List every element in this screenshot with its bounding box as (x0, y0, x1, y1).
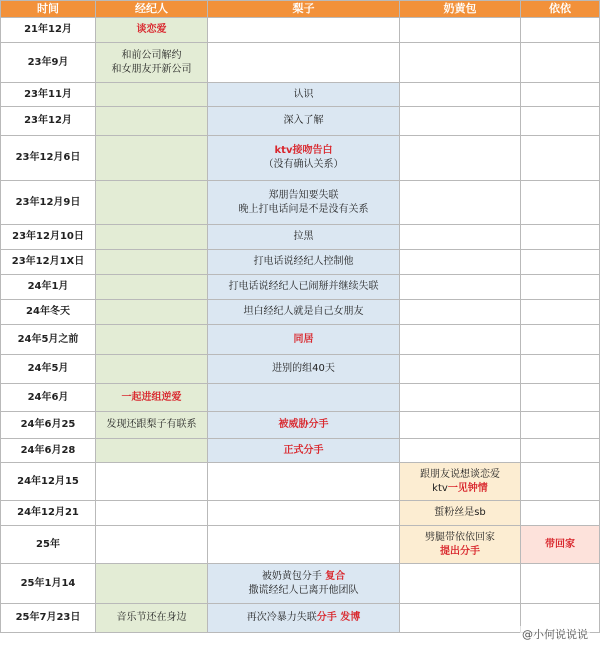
lizi-cell (208, 18, 400, 43)
table-row (1, 355, 600, 384)
naihuang-cell (400, 412, 521, 439)
agent-cell (96, 384, 208, 412)
table-row (1, 225, 600, 250)
yiyi-cell (521, 501, 600, 526)
naihuang-text: 提出分手 (440, 545, 480, 557)
yiyi-text: 带回家 (545, 538, 575, 550)
yiyi-cell (521, 275, 600, 300)
header-naihuang: 奶黄包 (400, 1, 521, 18)
date-cell: 23年12月10日 (1, 225, 96, 250)
header-lizi: 梨子 (208, 1, 400, 18)
lizi-cell (208, 181, 400, 225)
agent-text: 谈恋爱 (136, 24, 167, 35)
table-row (1, 136, 600, 181)
table-row (1, 439, 600, 463)
lizi-text: 撒谎经纪人已离开他团队 (248, 584, 359, 596)
naihuang-cell (400, 18, 521, 43)
naihuang-cell (400, 300, 521, 325)
watermark: @小何说说说 (522, 628, 588, 641)
lizi-cell: 进别的组40天 (208, 355, 400, 384)
date-cell: 24年5月 (1, 355, 96, 384)
naihuang-cell: 蜇粉丝是sb (400, 501, 521, 526)
naihuang-text: ktv (432, 482, 448, 494)
date-cell: 25年1月14 (1, 564, 96, 604)
agent-cell (96, 501, 208, 526)
naihuang-cell (400, 250, 521, 275)
table-row (1, 325, 600, 355)
agent-cell (96, 526, 208, 564)
date-cell: 23年12月 (1, 107, 96, 136)
table-row (1, 412, 600, 439)
naihuang-cell (400, 439, 521, 463)
lizi-cell: 打电话说经纪人已闹掰并继续失联 (208, 275, 400, 300)
date-cell: 25年7月23日 (1, 604, 96, 633)
lizi-cell: 坦白经纪人就是自己女朋友 (208, 300, 400, 325)
yiyi-cell (521, 107, 600, 136)
lizi-cell: 认识 (208, 83, 400, 107)
agent-cell (96, 275, 208, 300)
yiyi-cell (521, 18, 600, 43)
naihuang-cell (400, 355, 521, 384)
yiyi-cell (521, 136, 600, 181)
lizi-cell (208, 412, 400, 439)
lizi-cell (208, 526, 400, 564)
date-cell: 21年12月 (1, 18, 96, 43)
lizi-text: 被奶黄包分手 (261, 570, 326, 582)
yiyi-cell (521, 83, 600, 107)
naihuang-cell (400, 275, 521, 300)
naihuang-cell (400, 43, 521, 83)
naihuang-cell (400, 83, 521, 107)
header-yiyi: 依依 (521, 1, 600, 18)
date-cell: 24年冬天 (1, 300, 96, 325)
naihuang-cell (400, 604, 521, 633)
table-row (1, 181, 600, 225)
lizi-cell (208, 501, 400, 526)
yiyi-cell (521, 564, 600, 604)
lizi-cell (208, 136, 400, 181)
table-row (1, 604, 600, 633)
date-cell: 23年11月 (1, 83, 96, 107)
agent-cell (96, 564, 208, 604)
header-time: 时间 (1, 1, 96, 18)
lizi-cell (208, 439, 400, 463)
naihuang-cell (400, 107, 521, 136)
date-cell: 24年6月25 (1, 412, 96, 439)
table-row (1, 107, 600, 136)
yiyi-cell (521, 463, 600, 501)
agent-cell (96, 225, 208, 250)
agent-cell: 音乐节还在身边 (96, 604, 208, 633)
table-row (1, 564, 600, 604)
naihuang-text: 劈腿带依依回家 (425, 531, 495, 543)
table-row (1, 18, 600, 43)
date-cell: 24年6月28 (1, 439, 96, 463)
agent-cell: 发现还跟梨子有联系 (96, 412, 208, 439)
agent-cell (96, 250, 208, 275)
date-cell: 23年12月6日 (1, 136, 96, 181)
lizi-cell (208, 463, 400, 501)
agent-text: 和前公司解约 (121, 49, 182, 61)
agent-cell (96, 300, 208, 325)
yiyi-cell (521, 43, 600, 83)
date-cell: 23年9月 (1, 43, 96, 83)
naihuang-cell (400, 564, 521, 604)
agent-cell (96, 181, 208, 225)
date-cell: 25年 (1, 526, 96, 564)
agent-cell (96, 463, 208, 501)
naihuang-text: 跟朋友说想谈恋爱 (420, 468, 500, 480)
agent-text: 和女朋友开新公司 (111, 63, 192, 75)
naihuang-cell (400, 136, 521, 181)
date-cell: 24年6月 (1, 384, 96, 412)
date-cell: 23年12月1X日 (1, 250, 96, 275)
lizi-text: ktv接吻告白 (274, 145, 333, 156)
naihuang-cell (400, 325, 521, 355)
yiyi-cell (521, 355, 600, 384)
yiyi-cell (521, 300, 600, 325)
yiyi-cell (521, 412, 600, 439)
naihuang-text: 一见钟情 (447, 482, 488, 494)
table-row (1, 275, 600, 300)
agent-cell (96, 83, 208, 107)
naihuang-text (400, 482, 520, 496)
naihuang-cell (400, 181, 521, 225)
agent-cell (96, 18, 208, 43)
header-agent: 经纪人 (96, 1, 208, 18)
lizi-cell (208, 43, 400, 83)
lizi-text: 正式分手 (283, 444, 324, 456)
date-cell: 24年12月15 (1, 463, 96, 501)
lizi-text: 同居 (293, 333, 314, 345)
yiyi-cell (521, 439, 600, 463)
table-row (1, 250, 600, 275)
lizi-text: 分手 (316, 612, 337, 623)
naihuang-cell (400, 384, 521, 412)
table-row (1, 43, 600, 83)
naihuang-cell (400, 463, 521, 501)
lizi-cell (208, 604, 400, 633)
lizi-text: 发博 (336, 612, 361, 623)
date-cell: 24年1月 (1, 275, 96, 300)
lizi-cell (208, 384, 400, 412)
lizi-cell (208, 325, 400, 355)
table-row (1, 384, 600, 412)
lizi-text: 再次冷暴力失联 (246, 612, 317, 623)
naihuang-cell (400, 225, 521, 250)
yiyi-cell (521, 250, 600, 275)
yiyi-cell (521, 526, 600, 564)
agent-cell (96, 136, 208, 181)
lizi-text: 晚上打电话问是不是没有关系 (238, 203, 369, 215)
agent-cell (96, 325, 208, 355)
lizi-cell (208, 564, 400, 604)
lizi-cell: 打电话说经纪人控制他 (208, 250, 400, 275)
lizi-text: 复合 (325, 570, 346, 582)
table-row (1, 501, 600, 526)
lizi-cell: 拉黑 (208, 225, 400, 250)
date-cell: 24年12月21 (1, 501, 96, 526)
lizi-cell: 深入了解 (208, 107, 400, 136)
lizi-text: 被威胁分手 (278, 419, 329, 430)
yiyi-cell (521, 325, 600, 355)
table-row (1, 83, 600, 107)
agent-cell (96, 439, 208, 463)
date-cell: 24年5月之前 (1, 325, 96, 355)
lizi-text: 郑朋告知要失联 (268, 189, 339, 201)
lizi-text: （没有确认关系） (263, 159, 344, 170)
yiyi-cell (521, 225, 600, 250)
yiyi-cell (521, 181, 600, 225)
table-row (1, 526, 600, 564)
naihuang-cell (400, 526, 521, 564)
header-row (1, 1, 600, 18)
agent-text: 一起进组逆爱 (121, 391, 182, 403)
agent-cell (96, 355, 208, 384)
agent-cell (96, 43, 208, 83)
lizi-text (208, 570, 399, 584)
date-cell: 23年12月9日 (1, 181, 96, 225)
table-row (1, 300, 600, 325)
yiyi-cell (521, 384, 600, 412)
table-row (1, 463, 600, 501)
agent-cell (96, 107, 208, 136)
